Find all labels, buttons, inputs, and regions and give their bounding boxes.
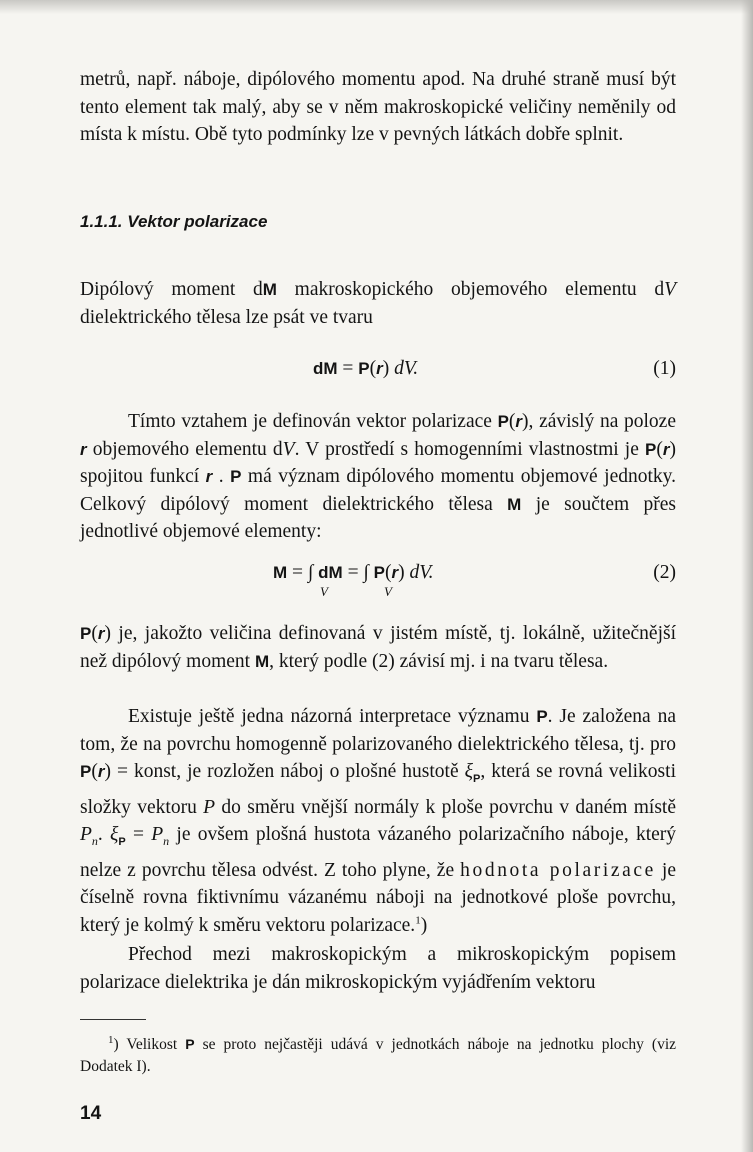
- footnote-mark-paren: ): [113, 1036, 119, 1053]
- paren-close: ): [669, 438, 676, 460]
- dipole-paragraph-block: [80, 276, 676, 331]
- text-run: = konst, je rozložen náboj o plošné hustotě: [110, 761, 465, 783]
- text-run: dielektrického tělesa lze psát ve tvaru: [80, 306, 373, 328]
- section-heading: 1.1.1. Vektor polarizace: [80, 212, 268, 231]
- paren-open: (: [385, 562, 392, 583]
- local-paragraph-block: [80, 620, 676, 675]
- page-number: 14: [80, 1103, 102, 1124]
- intro-paragraph-block: [80, 66, 676, 149]
- symbol-P: P: [358, 359, 370, 378]
- subscript-P: P: [472, 773, 481, 786]
- text-run: objemového elementu d: [86, 438, 283, 460]
- transition-paragraph: Přechod mezi makroskopickým a mikroskopickým popisem polarizace dielektrika je dán mikroskopickým vyjádřením vektoru: [80, 944, 676, 993]
- subscript-n: n: [91, 834, 98, 849]
- symbol-M: M: [273, 563, 288, 582]
- paren-open: (: [91, 761, 98, 783]
- integral-sign: = ∫: [342, 562, 374, 583]
- integral-sign: = ∫: [287, 562, 319, 583]
- scan-shadow-top: [0, 0, 753, 14]
- equals-sign: =: [337, 358, 359, 379]
- footnote: [80, 1033, 676, 1078]
- interpretation-paragraph: [80, 703, 676, 940]
- symbol-xi: ξ: [464, 761, 473, 783]
- footnote-text: [80, 1033, 676, 1078]
- symbol-dV: dV.: [404, 562, 434, 583]
- scan-shadow-right: [741, 0, 753, 1152]
- text-run: se proto nejčastěji udává v jednotkách náboje na jednotku plochy (viz Dodatek I).: [80, 1036, 677, 1075]
- text-run: =: [125, 824, 152, 846]
- text-run: má význam dipólového momentu objemové jednotky. Celkový dipólový moment dielektrického tělesa: [80, 466, 677, 515]
- footnote-mark: 1: [108, 1033, 114, 1046]
- symbol-Pn: P: [151, 824, 164, 846]
- definition-paragraph-block: [80, 408, 676, 546]
- text-run: je součtem přes jednotlivé objemové elementy:: [80, 493, 677, 543]
- dipole-paragraph: [80, 276, 676, 331]
- symbol-P: P: [230, 467, 242, 487]
- definition-paragraph: [80, 408, 676, 546]
- transition-paragraph-block: [80, 941, 676, 996]
- equation-2-number: (2): [653, 562, 676, 583]
- symbol-P: P: [645, 439, 657, 459]
- symbol-r: r: [80, 439, 87, 459]
- paren-open: (: [656, 438, 663, 460]
- text-run: je ovšem plošná hustota vázaného polarizačního náboje, který nelze z povrchu tělesa odvést. Z toho plyne, že: [80, 824, 677, 881]
- symbol-P: P: [80, 762, 92, 782]
- text-run: je číselně rovna fiktivnímu vázanému náboji na jednotkové ploše povrchu, který je kolmý k směru vektoru polarizace.: [80, 859, 677, 936]
- text-run: makroskopického objemového elementu d: [276, 279, 665, 300]
- text-run: je, jakožto veličina definovaná v jistém místě, tj. lokálně, užitečnější než dipólový moment: [80, 623, 676, 672]
- symbol-r: r: [97, 624, 105, 643]
- symbol-P: P: [373, 563, 385, 582]
- footnote-rule: [80, 1019, 146, 1020]
- symbol-V: V: [282, 438, 295, 460]
- text-run: . Je založena na tom, že na povrchu homogenně polarizovaného dielektrického tělesa, tj. pro: [80, 706, 676, 755]
- symbol-P: P: [497, 412, 509, 431]
- intro-paragraph: metrů, např. náboje, dipólového momentu apod. Na druhé straně musí být tento element tak malý, aby se v něm makroskopické veličiny neměnily od místa k místu. Obě tyto podmínky lze v pevných látkách dobře splnit.: [80, 69, 676, 146]
- equation-1-number: (1): [653, 358, 676, 379]
- spaced-emphasis: hodnota polarizace: [460, 859, 656, 881]
- text-run: Existuje ještě jedna názorná interpretace významu: [128, 706, 537, 727]
- equation-2-body: [273, 562, 434, 584]
- text-run: , která se rovná velikosti složky vektoru: [80, 761, 676, 818]
- symbol-r: r: [97, 762, 105, 782]
- symbol-V: V: [664, 279, 677, 300]
- subscript-P: P: [118, 836, 126, 849]
- paren-open: (: [91, 623, 98, 644]
- symbol-Pn: P: [80, 824, 92, 846]
- symbol-P: P: [536, 707, 548, 726]
- interpretation-paragraph-block: [80, 703, 676, 940]
- paren-close: ): [104, 761, 111, 783]
- subscript-n: n: [163, 834, 170, 849]
- equation-1-body: [313, 358, 418, 380]
- symbol-M: M: [254, 651, 270, 671]
- symbol-M: M: [507, 494, 522, 514]
- equation-2: [80, 562, 676, 602]
- text-run: Velikost: [118, 1036, 186, 1053]
- section-heading-block: [80, 212, 676, 232]
- paren-open: (: [508, 411, 516, 432]
- symbol-r: r: [515, 412, 523, 431]
- text-run: .: [97, 824, 111, 846]
- equation-1: [80, 358, 676, 388]
- paren-close: ): [382, 358, 390, 379]
- text-run: . V prostředí s homogenními vlastnostmi je: [294, 438, 646, 460]
- symbol-r: r: [205, 467, 213, 487]
- text-run: Tímto vztahem je definován vektor polarizace: [128, 411, 498, 432]
- text-run: .: [212, 466, 231, 488]
- paren-close: ): [522, 411, 529, 432]
- symbol-dV: dV.: [389, 358, 419, 379]
- paren-close: ): [104, 623, 111, 644]
- symbol-P: P: [80, 624, 92, 643]
- paren-close: ): [398, 562, 405, 583]
- symbol-P: P: [185, 1036, 195, 1052]
- symbol-dM: dM: [318, 563, 343, 582]
- integral-subscript-V: V: [320, 584, 328, 599]
- text-run: , závislý na poloze: [528, 411, 676, 432]
- symbol-M: M: [262, 280, 277, 299]
- text-run: do směru vnější normály k ploše povrchu v daném místě: [215, 796, 676, 818]
- text-run: spojitou funkcí: [80, 466, 206, 488]
- symbol-P-italic: P: [203, 796, 216, 818]
- symbol-r: r: [376, 359, 383, 378]
- symbol-dM: dM: [313, 359, 338, 378]
- paren-open: (: [369, 358, 377, 379]
- integral-subscript-V: V: [384, 584, 392, 599]
- footnote-reference: 1: [415, 914, 421, 927]
- text-run: , který podle (2) závisí mj. i na tvaru tělesa.: [269, 650, 609, 672]
- symbol-xi: ξ: [110, 824, 119, 846]
- text-run: Dipólový moment d: [80, 279, 263, 300]
- symbol-r: r: [391, 563, 399, 582]
- symbol-r: r: [662, 439, 670, 459]
- footnote-reference-paren: ): [420, 914, 428, 936]
- local-paragraph: [80, 620, 676, 675]
